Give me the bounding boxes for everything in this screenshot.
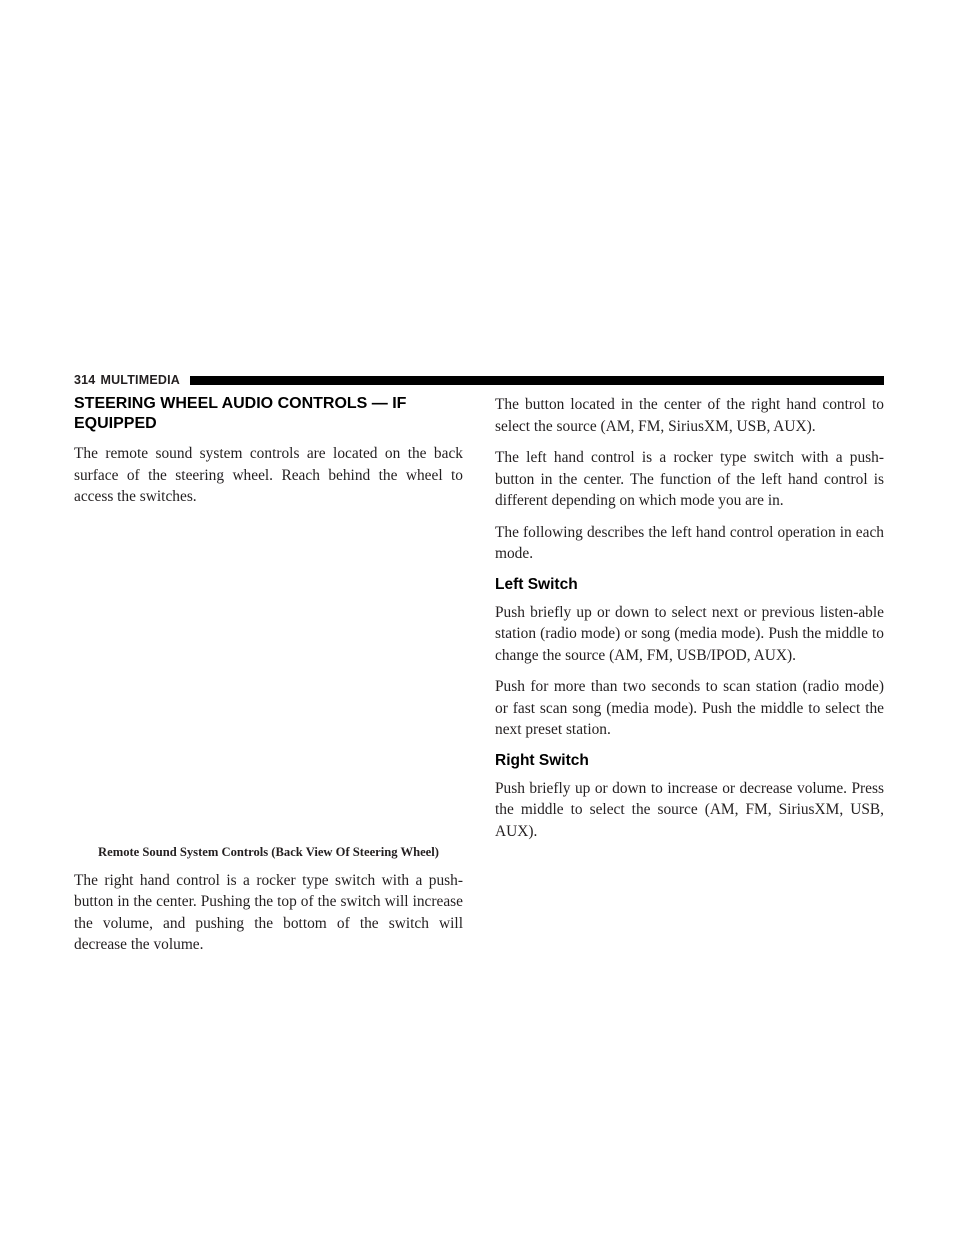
right-control-paragraph: The right hand control is a rocker type switch with a push-button in the center. Pushing the top of the switch will increase the volume, and pushing the bottom of the switch will decrease the volume. [74,871,463,953]
left-column [74,394,463,966]
left-switch-paragraph-1: Push briefly up or down to select next or previous listen-able station (radio mode) or song (media mode). Push the middle to change the source (AM, FM, USB/IPOD, AUX). [495,603,884,664]
header-rule [190,376,884,385]
left-switch-heading: Left Switch [495,575,578,593]
running-header [74,373,884,387]
left-switch-paragraph-2: Push for more than two seconds to scan station (radio mode) or fast scan song (media mode). Push the middle to select the next preset station. [495,678,884,738]
figure-caption: Remote Sound System Controls (Back View Of Steering Wheel) [98,844,439,859]
right-column [495,394,884,852]
right-switch-paragraph-1: Push briefly up or down to increase or decrease volume. Press the middle to select the source (AM, FM, SiriusXM, USB, AUX). [495,779,884,840]
page-number: 314 [74,373,96,387]
right-switch-heading: Right Switch [495,751,589,769]
intro-paragraph: The remote sound system controls are located on the back surface of the steering wheel. Reach behind the wheel to access the switches. [74,445,463,505]
section-name: MULTIMEDIA [100,373,181,387]
left-control-paragraph: The left hand control is a rocker type switch with a push-button in the center. The function of the left hand control is different depending on which mode you are in. [495,449,884,509]
figure-area [74,518,463,844]
center-button-paragraph: The button located in the center of the right hand control to select the source (AM, FM, SiriusXM, USB, AUX). [495,396,884,435]
following-paragraph: The following describes the left hand control operation in each mode. [495,523,884,562]
section-title: STEERING WHEEL AUDIO CONTROLS — IF EQUIPPED [74,395,407,432]
